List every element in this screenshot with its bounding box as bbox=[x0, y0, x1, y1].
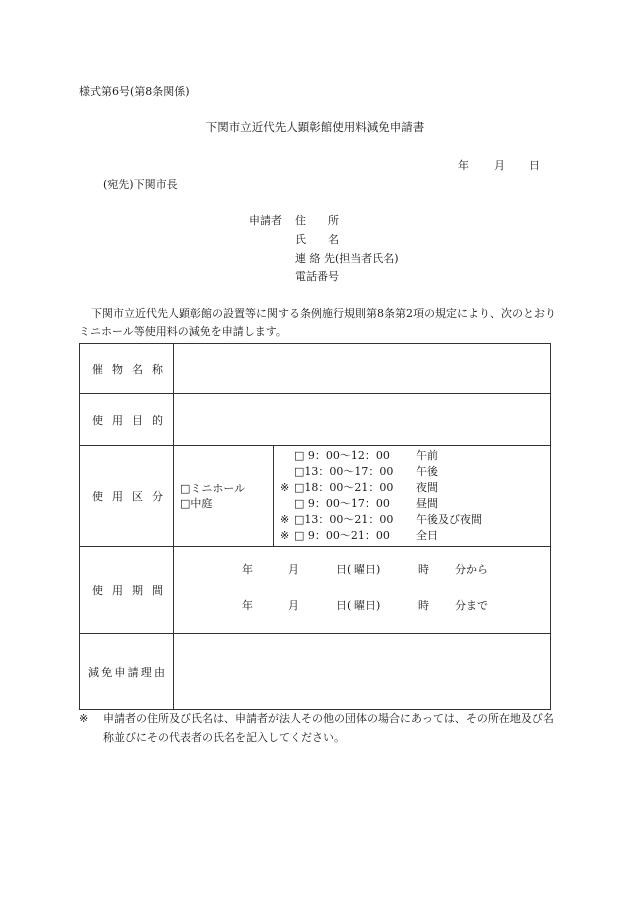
time-slot-option[interactable] bbox=[280, 480, 550, 496]
date-year-label: 年 bbox=[458, 159, 469, 172]
intro-text: 下関市立近代先人顕彰館の設置等に関する条例施行規則第8条第2項の規定により、次のとおりミニホール等使用料の減免を申請します。 bbox=[79, 307, 556, 338]
reason-label bbox=[80, 634, 174, 710]
time-slot-mark: ※ bbox=[280, 481, 290, 494]
time-slot-label: 夜間 bbox=[416, 481, 438, 494]
label-char: 物 bbox=[112, 362, 123, 376]
time-slot-time: □13：00～21：00 bbox=[294, 513, 394, 526]
category-label bbox=[80, 446, 174, 547]
time-slot-label: 午後 bbox=[416, 465, 438, 478]
footnote-text: 申請者の住所及び氏名は、申請者が法人その他の団体の場合にあっては、その所在地及び名称並びにその代表者の氏名を記入してください。 bbox=[103, 712, 554, 744]
time-slot-option[interactable] bbox=[280, 448, 550, 464]
addressee: (宛先)下関市長 bbox=[103, 178, 178, 191]
applicant-contact-label: 連 絡 先(担当者氏名) bbox=[295, 252, 399, 265]
period-field[interactable]: 年 月 日( 曜日) 時 分から 年 月 日( 曜日) 時 分まで bbox=[174, 547, 551, 634]
form-number: 様式第6号(第8条関係) bbox=[79, 85, 190, 98]
time-slot-option[interactable] bbox=[280, 528, 550, 544]
label-char: 免 bbox=[101, 665, 113, 679]
label-char: 期 bbox=[132, 584, 143, 597]
time-slot-option[interactable] bbox=[280, 512, 550, 528]
application-table bbox=[79, 343, 551, 710]
label-char: 用 bbox=[112, 413, 123, 427]
footnote-mark: ※ bbox=[79, 712, 89, 725]
label-char: 請 bbox=[127, 665, 139, 679]
label-char: 使 bbox=[92, 584, 103, 597]
time-slot-mark: ※ bbox=[280, 513, 290, 526]
label-char: 申 bbox=[114, 665, 126, 679]
label-char: 的 bbox=[152, 413, 163, 427]
label-char: 称 bbox=[152, 362, 163, 376]
reason-field[interactable] bbox=[174, 634, 551, 710]
date-month-label: 月 bbox=[494, 159, 505, 172]
venue-option-courtyard[interactable]: □中庭 bbox=[180, 497, 213, 510]
purpose-field[interactable] bbox=[174, 394, 551, 446]
footnote bbox=[79, 709, 557, 747]
time-slot-time: □ 9：00～17：00 bbox=[294, 497, 390, 510]
purpose-label bbox=[80, 394, 174, 446]
applicant-name-label: 氏 名 bbox=[295, 233, 339, 246]
document-title: 下関市立近代先人顕彰館使用料減免申請書 bbox=[205, 120, 425, 134]
event-name-field[interactable] bbox=[174, 344, 551, 394]
time-slot-label: 午後及び夜間 bbox=[416, 513, 482, 526]
label-char: 催 bbox=[92, 362, 103, 376]
applicant-phone-label: 電話番号 bbox=[295, 270, 339, 283]
period-label bbox=[80, 547, 174, 634]
label-char: 理 bbox=[140, 665, 152, 679]
label-char: 減 bbox=[88, 665, 99, 679]
label-char: 使 bbox=[92, 490, 103, 503]
label-char: 由 bbox=[153, 665, 165, 679]
time-slot-time: □13：00～17：00 bbox=[294, 465, 394, 478]
event-name-label bbox=[80, 344, 174, 394]
date-day-label: 日 bbox=[529, 159, 540, 172]
time-slot-mark bbox=[280, 448, 294, 464]
time-slot-label: 午前 bbox=[416, 449, 438, 462]
label-char: 使 bbox=[92, 413, 103, 427]
time-slot-list bbox=[274, 446, 550, 546]
time-slot-time: □18：00～21：00 bbox=[294, 481, 394, 494]
label-char: 目 bbox=[132, 413, 143, 427]
label-char: 区 bbox=[132, 490, 143, 503]
label-char: 間 bbox=[152, 584, 163, 597]
time-slot-option[interactable] bbox=[280, 496, 550, 512]
time-slot-mark bbox=[280, 496, 294, 512]
applicant-address-label: 住 所 bbox=[295, 214, 339, 227]
venue-options bbox=[174, 446, 274, 546]
time-slot-label: 昼間 bbox=[416, 497, 438, 510]
time-slot-time: □ 9：00～12：00 bbox=[294, 449, 390, 462]
time-slot-time: □ 9：00～21：00 bbox=[294, 529, 390, 542]
label-char: 用 bbox=[112, 490, 123, 503]
label-char: 用 bbox=[112, 584, 123, 597]
label-char: 分 bbox=[152, 490, 163, 503]
time-slot-label: 全日 bbox=[416, 529, 438, 542]
time-slot-mark bbox=[280, 464, 294, 480]
time-slot-option[interactable] bbox=[280, 464, 550, 480]
venue-option-mini-hall[interactable]: □ミニホール bbox=[180, 482, 246, 495]
time-slot-mark: ※ bbox=[280, 529, 290, 542]
label-char: 名 bbox=[132, 362, 143, 376]
applicant-label: 申請者 bbox=[249, 214, 282, 227]
